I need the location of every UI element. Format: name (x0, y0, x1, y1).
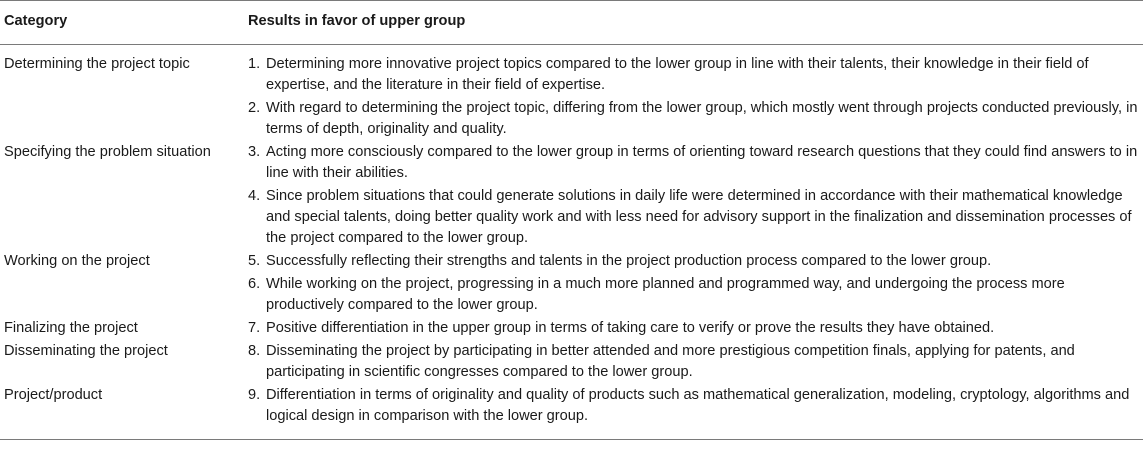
table-row (0, 341, 1143, 385)
table-row (0, 318, 1143, 341)
results-cell (248, 385, 1143, 440)
category-cell: Finalizing the project (4, 320, 138, 336)
item-text: Since problem situations that could generate solutions in daily life were determined in accordance with their mathematical knowledge and special talents, doing better quality work and with less need for advisory support in the finalization and dissemination processes of the project compared to the lower group. (266, 188, 1132, 246)
header-results: Results in favor of upper group (248, 13, 466, 29)
category-cell: Working on the project (4, 253, 150, 269)
result-item (248, 341, 1143, 383)
item-text: With regard to determining the project topic, differing from the lower group, which mostly went through projects conducted previously, in terms of depth, originality and quality. (266, 100, 1138, 137)
header-category: Category (4, 13, 68, 29)
category-cell: Determining the project topic (4, 56, 190, 72)
result-item (248, 142, 1143, 184)
result-item (248, 385, 1143, 427)
result-item (248, 318, 1143, 339)
results-cell (248, 45, 1143, 143)
table-row (0, 251, 1143, 318)
item-number: 1. (248, 56, 261, 72)
item-text: Determining more innovative project topics compared to the lower group in line with their talents, their knowledge in their field of expertise, and the literature in their field of expertise. (266, 56, 1089, 93)
item-text: Successfully reflecting their strengths and talents in the project production process compared to the lower group. (266, 253, 992, 269)
results-cell (248, 318, 1143, 341)
category-cell: Project/product (4, 387, 103, 403)
result-item (248, 251, 1143, 272)
item-text: Disseminating the project by participating in better attended and more prestigious competition finals, applying for patents, and participating in scientific congresses compared to the lower group. (266, 343, 1075, 380)
table-header (0, 1, 1143, 45)
result-item (248, 54, 1143, 96)
results-cell (248, 341, 1143, 385)
item-text: Positive differentiation in the upper group in terms of taking care to verify or prove the results they have obtained. (266, 320, 995, 336)
item-number: 5. (248, 253, 261, 269)
item-number: 6. (248, 276, 261, 292)
item-text: Differentiation in terms of originality and quality of products such as mathematical generalization, modeling, cryptology, algorithms and logical design in comparison with the lower group. (266, 387, 1130, 424)
result-item (248, 274, 1143, 316)
table-body (0, 45, 1143, 440)
item-number: 8. (248, 343, 261, 359)
item-number: 7. (248, 320, 261, 336)
results-cell (248, 142, 1143, 251)
results-cell (248, 251, 1143, 318)
item-text: While working on the project, progressing in a much more planned and programmed way, and undergoing the process more productively compared to the lower group. (266, 276, 1065, 313)
result-item (248, 186, 1143, 249)
category-cell: Disseminating the project (4, 343, 168, 359)
header-row (0, 1, 1143, 45)
item-number: 3. (248, 144, 261, 160)
table-row (0, 385, 1143, 440)
item-number: 9. (248, 387, 261, 403)
category-cell: Specifying the problem situation (4, 144, 211, 160)
item-number: 2. (248, 100, 261, 116)
table-row (0, 142, 1143, 251)
item-number: 4. (248, 188, 261, 204)
item-text: Acting more consciously compared to the lower group in terms of orienting toward research questions that they could find answers to in line with their abilities. (266, 144, 1138, 181)
table-row (0, 45, 1143, 143)
result-item (248, 98, 1143, 140)
